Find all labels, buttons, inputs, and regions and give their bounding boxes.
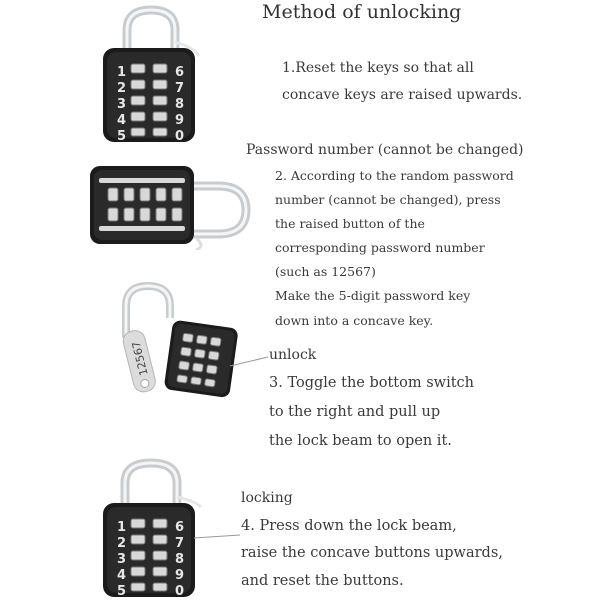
step2-line3: the raised button of the: [275, 216, 425, 231]
svg-text:3: 3: [117, 552, 127, 567]
svg-text:9: 9: [175, 113, 185, 128]
step2-line5: (such as 12567): [275, 264, 376, 279]
svg-text:6: 6: [175, 65, 185, 80]
locking-pointer-line: [194, 535, 240, 538]
svg-text:5: 5: [117, 129, 127, 144]
svg-text:4: 4: [117, 113, 127, 128]
svg-text:0: 0: [175, 584, 185, 599]
svg-text:7: 7: [175, 536, 185, 551]
unlock-pointer-line: [230, 357, 268, 366]
locking-label: locking: [241, 490, 293, 506]
svg-text:1: 1: [117, 65, 127, 80]
step4-line2: raise the concave buttons upwards,: [241, 545, 503, 561]
svg-text:6: 6: [175, 520, 185, 535]
password-label: Password number (cannot be changed): [246, 142, 524, 158]
svg-text:4: 4: [117, 568, 127, 583]
svg-text:1: 1: [117, 520, 127, 535]
step2-line7: down into a concave key.: [275, 313, 434, 328]
svg-text:5: 5: [117, 584, 127, 599]
svg-text:8: 8: [175, 97, 185, 112]
step2-line1: 2. According to the random password: [275, 168, 514, 183]
page-title: Method of unlocking: [262, 1, 462, 23]
unlock-label: unlock: [269, 347, 317, 363]
step3-line3: the lock beam to open it.: [269, 433, 452, 449]
step2-line6: Make the 5-digit password key: [275, 288, 471, 303]
step1-line1: 1.Reset the keys so that all: [282, 60, 474, 76]
step4-line1: 4. Press down the lock beam,: [241, 518, 457, 534]
svg-text:2: 2: [117, 81, 127, 96]
step2-line2: number (cannot be changed), press: [275, 192, 501, 207]
svg-text:0: 0: [175, 129, 185, 144]
svg-text:3: 3: [117, 97, 127, 112]
svg-text:7: 7: [175, 81, 185, 96]
svg-text:9: 9: [175, 568, 185, 583]
tag-code: 12567: [129, 339, 151, 377]
svg-text:2: 2: [117, 536, 127, 551]
step4-line3: and reset the buttons.: [241, 573, 404, 589]
step1-line2: concave keys are raised upwards.: [282, 87, 523, 103]
step3-line2: to the right and pull up: [269, 404, 441, 420]
step3-line1: 3. Toggle the bottom switch: [269, 375, 474, 391]
svg-text:8: 8: [175, 552, 185, 567]
step2-line4: corresponding password number: [275, 240, 485, 255]
